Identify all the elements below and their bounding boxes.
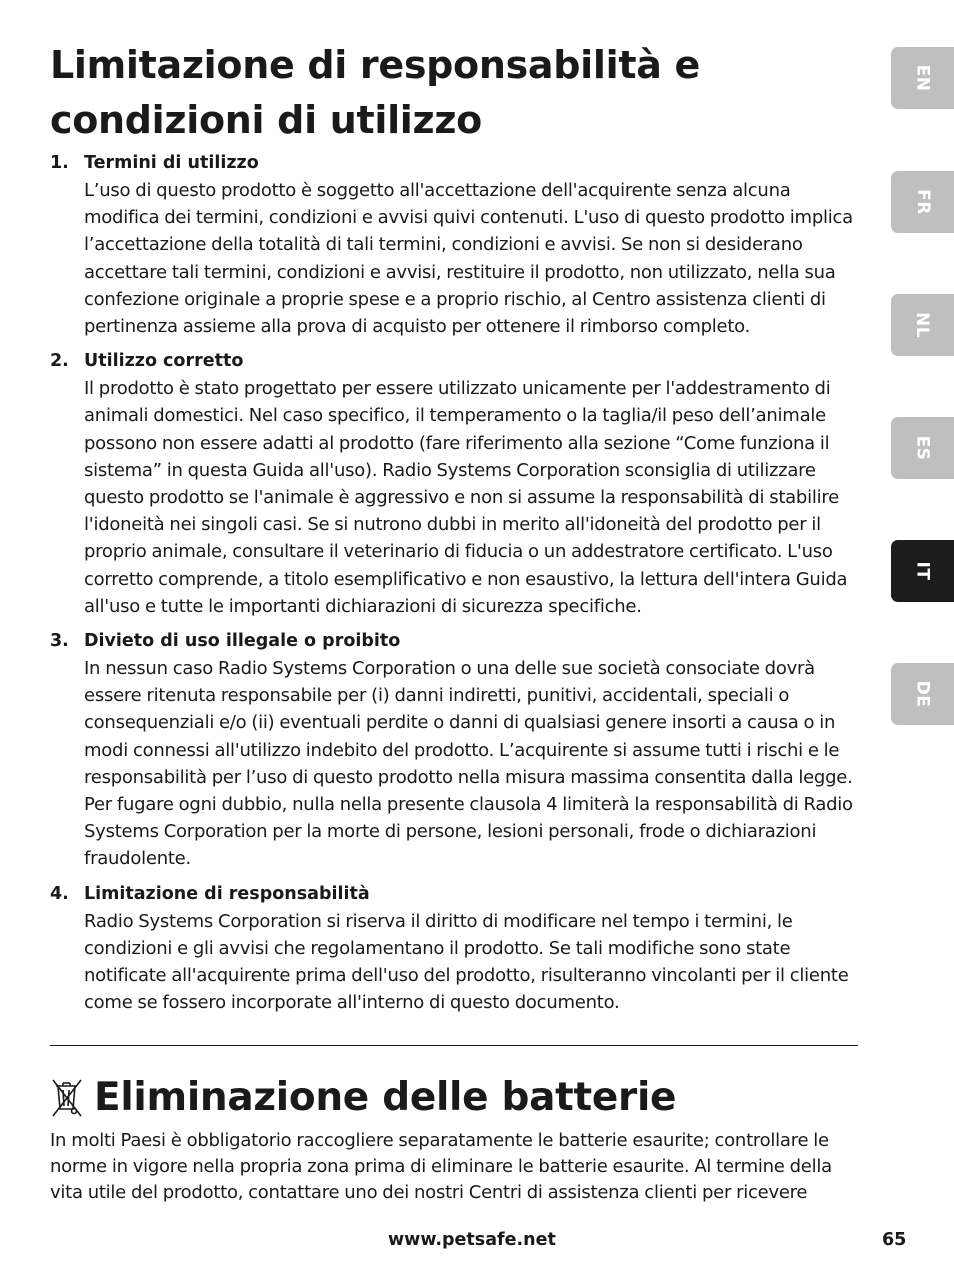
term-item-3 — [50, 628, 860, 873]
term-number: 4. — [50, 883, 69, 904]
term-body: L’uso di questo prodotto è soggetto all'accettazione dell'acquirente senza alcuna modifica dei termini, condizioni e avvisi quivi contenuti. L'uso di questo prodotto implica l’accettazione della totalità di tali termini, condizioni e avvisi. Se non si desiderano accettare tali termini, condizioni e avvisi, restituire il prodotto, non utilizzato, nella sua confezione originale a proprie spese e a proprio rischio, al Centro assistenza clienti di pertinenza assieme alla prova di acquisto per ottenere il rimborso completo. — [84, 180, 853, 338]
page-title-line-1: Limitazione di responsabilità e — [50, 43, 700, 87]
language-tab-fr[interactable]: FR — [891, 171, 954, 233]
language-tab-it[interactable]: IT — [891, 540, 954, 602]
term-heading: Utilizzo corretto — [84, 351, 244, 372]
battery-title-text: Eliminazione delle batterie — [94, 1075, 677, 1120]
language-tab-en[interactable]: EN — [891, 47, 954, 109]
battery-section-body: In molti Paesi è obbligatorio raccogliere separatamente le batterie esaurite; controllare le norme in vigore nella propria zona prima di eliminare le batterie esaurite. Al termine della vita utile del prodotto, contattare uno dei nostri Centri di assistenza clienti per ricevere — [50, 1130, 832, 1203]
term-item-2 — [50, 348, 860, 620]
term-number: 1. — [50, 153, 69, 173]
term-body: Il prodotto è stato progettato per essere utilizzato unicamente per l'addestramento di animali domestici. Nel caso specifico, il temperamento o la taglia/il peso dell’animale possono non essere adatti al prodotto (fare riferimento alla sezione “Come funziona il sistema” in questa Guida all'uso). Radio Systems Corporation sconsiglia di utilizzare questo prodotto se l'animale è aggressivo e non si assume la responsabilità di stabilire l'idoneità nei singoli casi. Se si nutrono dubbi in merito all'idoneità del prodotto per il proprio animale, consultare il veterinario di fiducia o un addestratore certificato. L'uso corretto comprende, a titolo esemplificativo e non esaustivo, la lettura dell'intera Guida all'uso e tutte le importanti dichiarazioni di sicurezza specifiche. — [84, 378, 848, 617]
term-body: Radio Systems Corporation si riserva il diritto di modificare nel tempo i termini, le condizioni e gli avvisi che regolamentano il prodotto. Se tali modifiche sono state notificate all'acquirente prima dell'uso del prodotto, risulteranno vincolanti per il cliente come se fossero incorporate all'interno di questo documento. — [84, 910, 849, 1014]
battery-section-title — [50, 1070, 870, 1126]
terms-list — [50, 150, 860, 1024]
footer-website-url[interactable]: www.petsafe.net — [388, 1230, 556, 1250]
page-title — [50, 38, 870, 148]
section-divider — [50, 1045, 858, 1046]
term-item-4 — [50, 881, 860, 1017]
term-number: 3. — [50, 631, 69, 652]
term-item-1 — [50, 150, 860, 340]
term-number: 2. — [50, 351, 69, 372]
language-tab-es[interactable]: ES — [891, 417, 954, 479]
term-heading: Limitazione di responsabilità — [84, 883, 370, 904]
term-heading: Termini di utilizzo — [84, 153, 259, 173]
language-tab-de[interactable]: DE — [891, 663, 954, 725]
page-title-line-2: condizioni di utilizzo — [50, 98, 482, 142]
crossed-out-wheelie-bin-icon — [50, 1076, 86, 1120]
language-tabs — [891, 47, 954, 727]
term-heading: Divieto di uso illegale o proibito — [84, 631, 401, 652]
language-tab-nl[interactable]: NL — [891, 294, 954, 356]
page-number: 65 — [882, 1230, 907, 1250]
term-body: In nessun caso Radio Systems Corporation o una delle sue società consociate dovrà essere ritenuta responsabile per (i) danni indiretti, punitivi, accidentali, speciali o consequenziali e/o (ii) eventuali perdite o danni di qualsiasi genere insorti a causa o in modi connessi all'utilizzo indebito del prodotto. L’acquirente si assume tutti i rischi e le responsabilità per l’uso di questo prodotto nella misura massima consentita dalla legge. Per fugare ogni dubbio, nulla nella presente clausola 4 limiterà la responsabilità di Radio Systems Corporation per la morte di persone, lesioni personali, frode o dichiarazioni fraudolente. — [84, 658, 853, 870]
